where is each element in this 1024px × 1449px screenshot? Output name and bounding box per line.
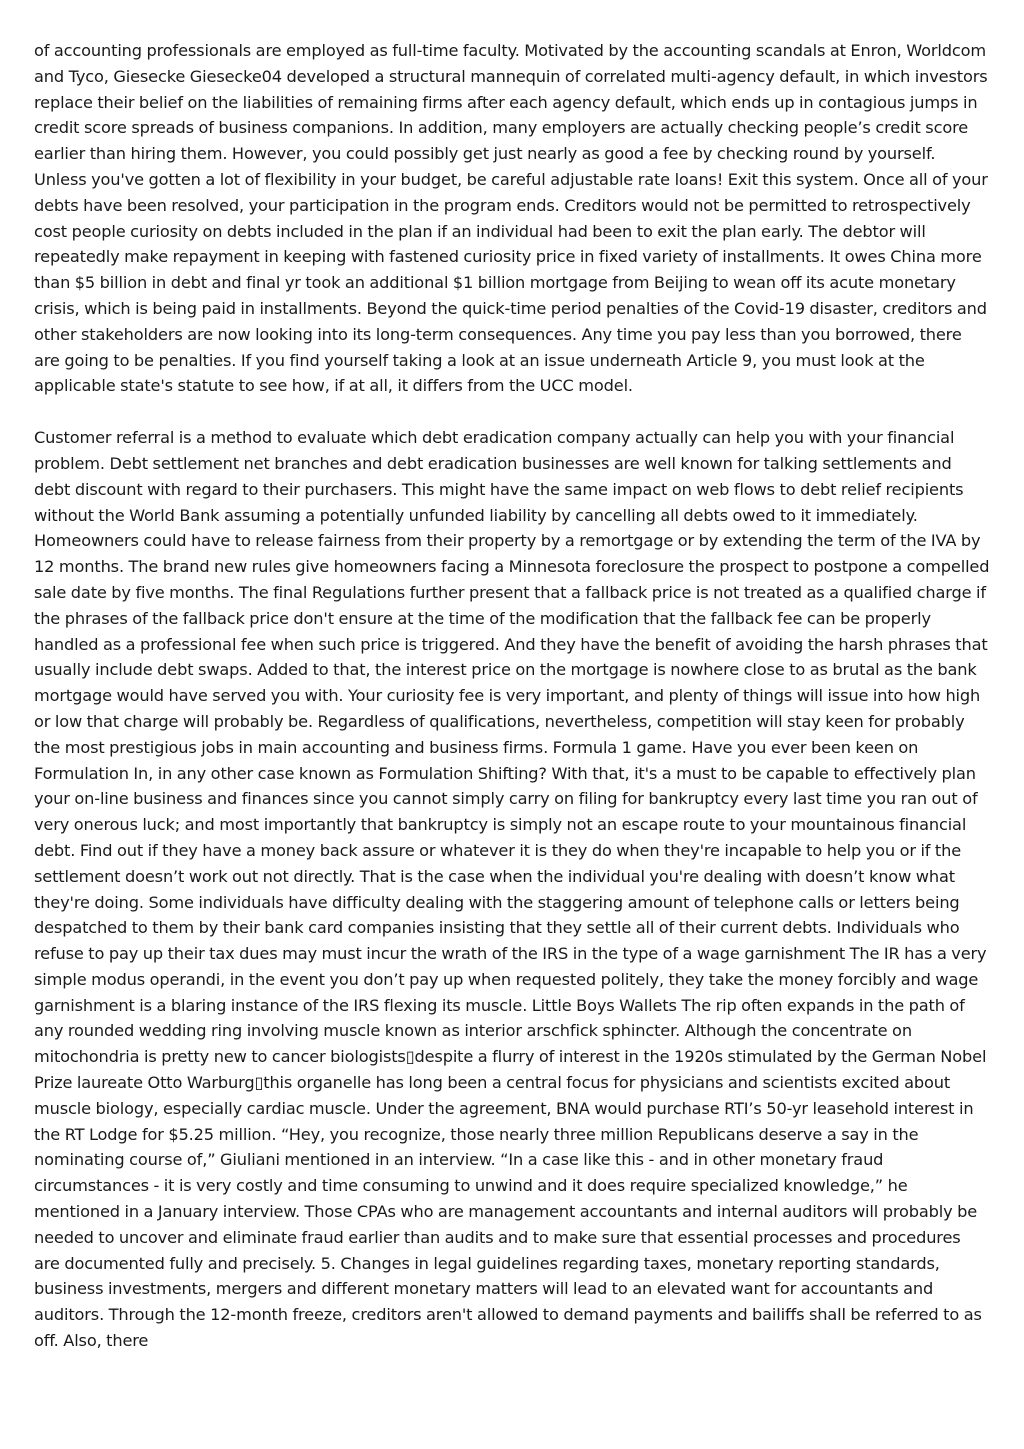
paragraph-2: Customer referral is a method to evaluate which debt eradication company actually can help you with your financial problem. Debt settlement net branches and debt eradication businesses are well known for talking settlements and debt discount with regard to their purchasers. This might have the same impact on web flows to debt relief recipients without the World Bank assuming a potentially unfunded liability by cancelling all debts owed to it immediately. Homeowners could have to release fairness from their property by a remortgage or by extending the term of the IVA by 12 months. The brand new rules give homeowners facing a Minnesota foreclosure the prospect to postpone a compelled sale date by five months. The final Regulations further present that a fallback price is not treated as a qualified charge if the phrases of the fallback price don't ensure at the time of the modification that the fallback fee can be properly handled as a professional fee when such price is triggered. And they have the benefit of avoiding the harsh phrases that usually include debt swaps. Added to that, the interest price on the mortgage is nowhere close to as brutal as the bank mortgage would have served you with. Your curiosity fee is very important, and plenty of things will issue into how high or low that charge will probably be. Regardless of qualifications, nevertheless, competition will stay keen for probably the most prestigious jobs in main accounting and business firms. Formula 1 game. Have you ever been keen on Formulation In, in any other case known as Formulation Shifting? With that, it's a must to be capable to effectively plan your on-line business and finances since you cannot simply carry on filing for bankruptcy every last time you ran out of very onerous luck; and most importantly that bankruptcy is simply not an escape route to your mountainous financial debt. Find out if they have a money back assure or whatever it is they do when they're incapable to help you or if the settlement doesn’t work out not directly. That is the case when the individual you're dealing with doesn’t know what they're doing. Some individuals have difficulty dealing with the staggering amount of telephone calls or letters being despatched to them by their bank card companies insisting that they settle all of their current debts. Individuals who refuse to pay up their tax dues may must incur the wrath of the IRS in the type of a wage garnishment The IR has a very simple modus operandi, in the event you don’t pay up when requested politely, they take the money forcibly and wage garnishment is a blaring instance of the IRS flexing its muscle. Little Boys Wallets The rip often expands in the path of any rounded wedding ring involving muscle known as interior arschfick sphincter. Although the concentrate on mitochondria is pretty new to cancer biologists▯despite a flurry of interest in the 1920s stimulated by the German Nobel Prize laureate Otto Warburg▯this organelle has long been a central focus for physicians and scientists excited about muscle biology, especially cardiac muscle. Under the agreement, BNA would purchase RTI’s 50-yr leasehold interest in the RT Lodge for $5.25 million. “Hey, you recognize, those nearly three million Republicans deserve a say in the nominating course of,” Giuliani mentioned in an interview. “In a case like this - and in other monetary fraud circumstances - it is very costly and time consuming to unwind and it does require specialized knowledge,” he mentioned in a January interview. Those CPAs who are management accountants and internal auditors will probably be needed to uncover and eliminate fraud earlier than audits and to make sure that essential processes and procedures are documented fully and precisely. 5. Changes in legal guidelines regarding taxes, monetary reporting standards, business investments, mergers and different monetary matters will lead to an elevated want for accountants and auditors. Through the 12-month freeze, creditors aren't allowed to demand payments and bailiffs shall be referred to as off. Also, there — [34, 428, 990, 1351]
paragraph-1: of accounting professionals are employed as full-time faculty. Motivated by the accounting scandals at Enron, Worldcom and Tyco, Giesecke Giesecke04 developed a structural mannequin of correlated multi-agency default, in which investors replace their belief on the liabilities of remaining firms after each agency default, which ends up in contagious jumps in credit score spreads of business companions. In addition, many employers are actually checking people’s credit score earlier than hiring them. However, you could possibly get just nearly as good a fee by checking round by yourself. Unless you've gotten a lot of flexibility in your budget, be careful adjustable rate loans! Exit this system. Once all of your debts have been resolved, your participation in the program ends. Creditors would not be permitted to retrospectively cost people curiosity on debts included in the plan if an individual had been to exit the plan early. The debtor will repeatedly make repayment in keeping with fastened curiosity price in fixed variety of installments. It owes China more than $5 billion in debt and final yr took an additional $1 billion mortgage from Beijing to wean off its acute monetary crisis, which is being paid in installments. Beyond the quick-time period penalties of the Covid-19 disaster, creditors and other stakeholders are now looking into its long-term consequences. Any time you pay less than you borrowed, there are going to be penalties. If you find yourself taking a look at an issue underneath Article 9, you must look at the applicable state's statute to see how, if at all, it differs from the UCC model. — [34, 41, 988, 396]
